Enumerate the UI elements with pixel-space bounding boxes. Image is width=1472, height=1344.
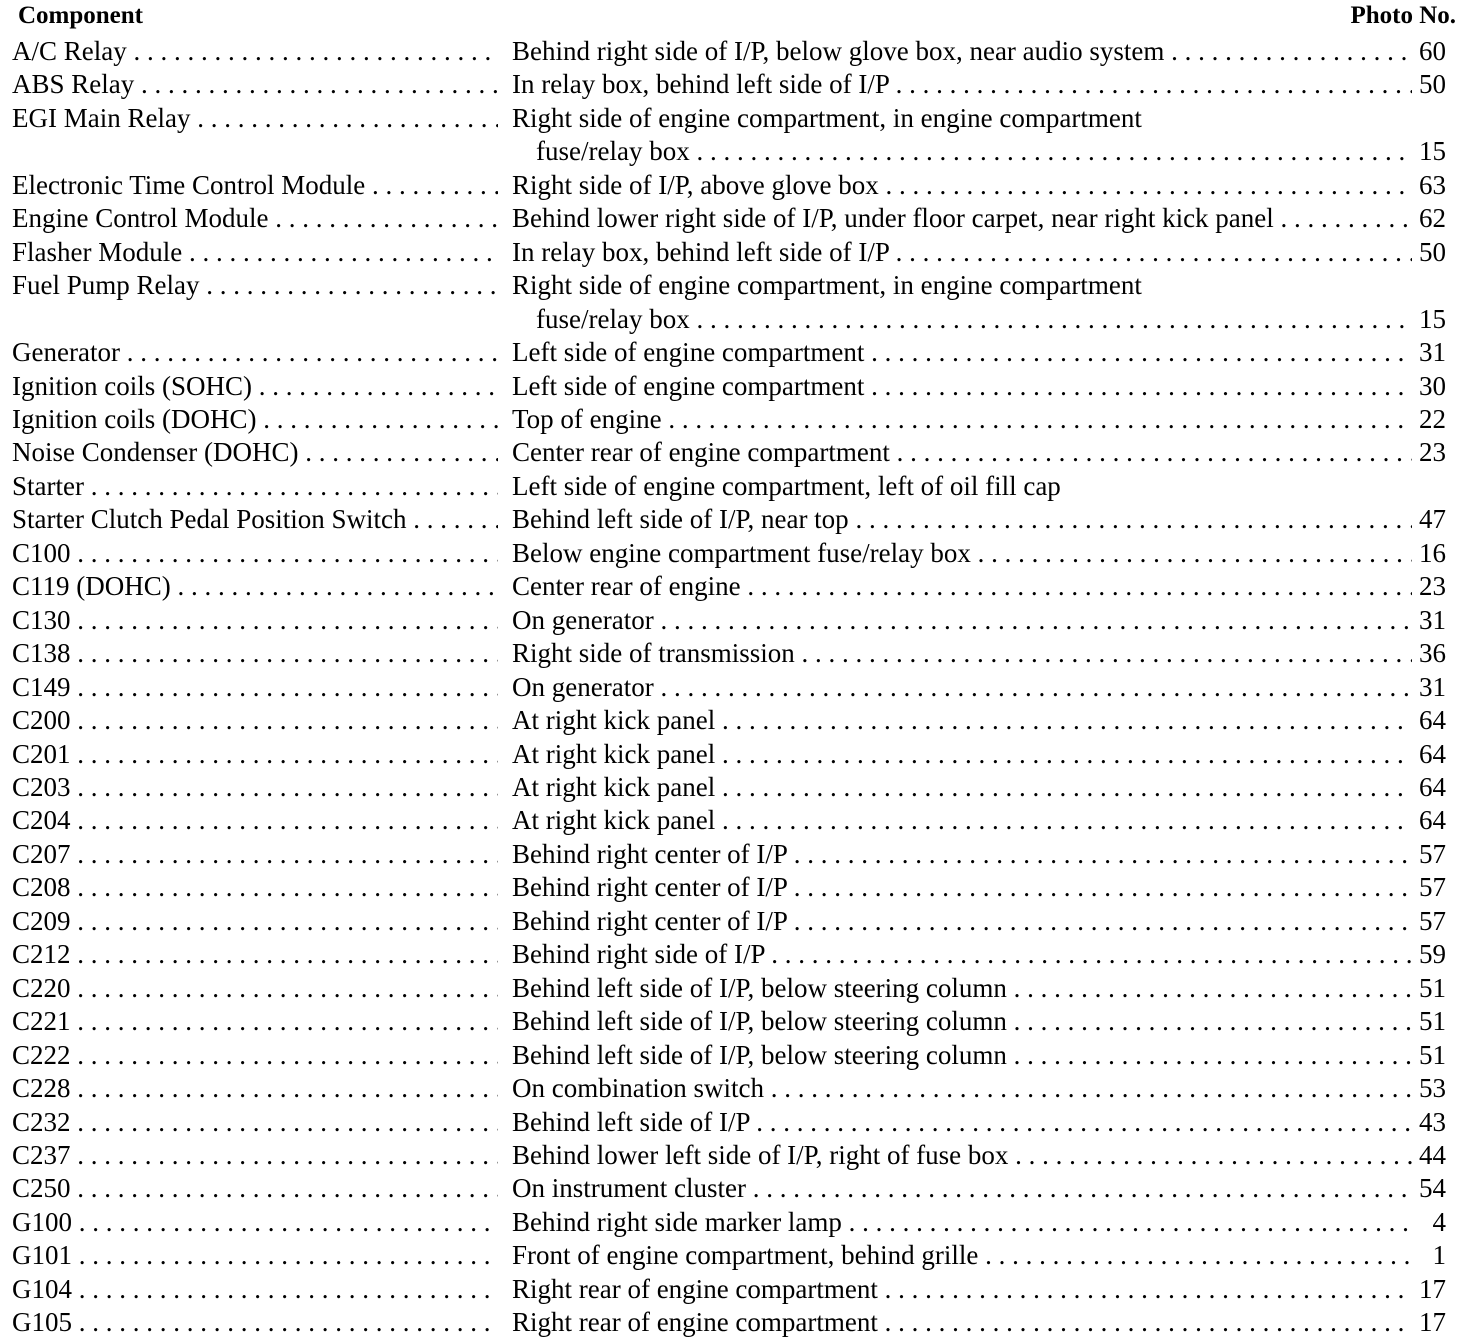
table-row [0, 570, 1472, 603]
location-text: Left side of engine compartment, left of oil fill cap [512, 470, 1061, 501]
table-row [0, 537, 1472, 570]
component-name: G101 . . . [12, 1239, 498, 1272]
location-text: At right kick panel . . . [512, 771, 1444, 804]
table-row [0, 269, 1472, 336]
photo-number: 44 [1412, 1139, 1446, 1172]
photo-number: 50 [1412, 236, 1446, 269]
table-row [0, 35, 1472, 68]
photo-number: 57 [1412, 905, 1446, 938]
table-row [0, 1072, 1472, 1105]
table-row [0, 1172, 1472, 1205]
location-text: Right side of engine compartment, in engine compartment [512, 270, 1142, 301]
location-text: In relay box, behind left side of I/P . . . [512, 236, 1444, 269]
location-text-continued: fuse/relay box . . . [536, 135, 1444, 168]
table-row [0, 671, 1472, 704]
photo-number: 53 [1412, 1072, 1446, 1105]
component-name: G105 . . . [12, 1306, 498, 1339]
component-name: C228 . . . [12, 1072, 498, 1105]
location-text: Center rear of engine . . . [512, 570, 1444, 603]
location-text: Below engine compartment fuse/relay box . . . [512, 537, 1444, 570]
photo-number: 54 [1412, 1172, 1446, 1205]
photo-number-column-header: Photo No. [1350, 2, 1456, 29]
component-name: C237 . . . [12, 1139, 498, 1172]
photo-number: 60 [1412, 35, 1446, 68]
photo-number: 31 [1412, 336, 1446, 369]
location-text: Right rear of engine compartment . . . [512, 1306, 1444, 1339]
photo-number: 16 [1412, 537, 1446, 570]
photo-number: 17 [1412, 1273, 1446, 1306]
photo-number: 64 [1412, 704, 1446, 737]
component-name: Starter . . . [12, 470, 498, 503]
component-name: C119 (DOHC) . . . [12, 570, 498, 603]
location-text: At right kick panel . . . [512, 738, 1444, 771]
component-name: C130 . . . [12, 604, 498, 637]
photo-number: 64 [1412, 804, 1446, 837]
photo-number: 64 [1412, 771, 1446, 804]
table-header [14, 2, 1456, 34]
location-text: At right kick panel . . . [512, 704, 1444, 737]
photo-number: 15 [1412, 135, 1446, 168]
table-row [0, 1106, 1472, 1139]
component-name: C221 . . . [12, 1005, 498, 1038]
photo-number: 23 [1412, 436, 1446, 469]
component-name: C201 . . . [12, 738, 498, 771]
table-row [0, 236, 1472, 269]
photo-number: 17 [1412, 1306, 1446, 1339]
location-text: On generator . . . [512, 604, 1444, 637]
component-name: C200 . . . [12, 704, 498, 737]
table-row [0, 1039, 1472, 1072]
photo-number: 43 [1412, 1106, 1446, 1139]
table-row [0, 905, 1472, 938]
location-text: Behind right center of I/P . . . [512, 838, 1444, 871]
photo-number: 57 [1412, 871, 1446, 904]
component-name: C100 . . . [12, 537, 498, 570]
table-row [0, 68, 1472, 101]
photo-number: 22 [1412, 403, 1446, 436]
location-text: In relay box, behind left side of I/P . . . [512, 68, 1444, 101]
location-text: On generator . . . [512, 671, 1444, 704]
component-name: Engine Control Module . . . [12, 202, 498, 235]
table-row [0, 403, 1472, 436]
location-text: Left side of engine compartment . . . [512, 370, 1444, 403]
table-row [0, 838, 1472, 871]
component-name: C208 . . . [12, 871, 498, 904]
location-text: Center rear of engine compartment . . . [512, 436, 1444, 469]
photo-number: 51 [1412, 1005, 1446, 1038]
location-text: Behind right center of I/P . . . [512, 871, 1444, 904]
photo-number: 50 [1412, 68, 1446, 101]
table-row [0, 202, 1472, 235]
component-name: Flasher Module . . . [12, 236, 498, 269]
location-text: Front of engine compartment, behind grille . . . [512, 1239, 1444, 1272]
component-name: C138 . . . [12, 637, 498, 670]
component-name: ABS Relay . . . [12, 68, 498, 101]
location-text: Behind left side of I/P, below steering column . . . [512, 1039, 1444, 1072]
component-name: A/C Relay . . . [12, 35, 498, 68]
component-name: G100 . . . [12, 1206, 498, 1239]
location-text: Behind lower right side of I/P, under floor carpet, near right kick panel . . . [512, 202, 1444, 235]
table-row [0, 436, 1472, 469]
table-row [0, 972, 1472, 1005]
photo-number: 1 [1412, 1239, 1446, 1272]
component-name: G104 . . . [12, 1273, 498, 1306]
photo-number: 59 [1412, 938, 1446, 971]
table-row [0, 1206, 1472, 1239]
location-text: On combination switch . . . [512, 1072, 1444, 1105]
table-row [0, 1139, 1472, 1172]
photo-number: 31 [1412, 604, 1446, 637]
location-text: Right side of engine compartment, in engine compartment [512, 102, 1142, 133]
location-text-continued: fuse/relay box . . . [536, 303, 1444, 336]
component-name: C212 . . . [12, 938, 498, 971]
location-text: At right kick panel . . . [512, 804, 1444, 837]
location-text: Left side of engine compartment . . . [512, 336, 1444, 369]
location-text: Top of engine . . . [512, 403, 1444, 436]
location-text: Right side of transmission . . . [512, 637, 1444, 670]
component-name: C203 . . . [12, 771, 498, 804]
photo-number: 51 [1412, 972, 1446, 1005]
table-row [0, 604, 1472, 637]
component-name: C209 . . . [12, 905, 498, 938]
photo-number: 47 [1412, 503, 1446, 536]
location-text: Behind left side of I/P . . . [512, 1106, 1444, 1139]
table-row [0, 1239, 1472, 1272]
component-name: Generator . . . [12, 336, 498, 369]
photo-number: 36 [1412, 637, 1446, 670]
component-name: C222 . . . [12, 1039, 498, 1072]
photo-number: 15 [1412, 303, 1446, 336]
table-row [0, 503, 1472, 536]
photo-number: 63 [1412, 169, 1446, 202]
component-column-header: Component [18, 2, 144, 29]
component-name: Fuel Pump Relay . . . [12, 269, 498, 302]
table-row [0, 637, 1472, 670]
location-text: Behind right center of I/P . . . [512, 905, 1444, 938]
photo-number: 51 [1412, 1039, 1446, 1072]
component-name: C149 . . . [12, 671, 498, 704]
table-row [0, 738, 1472, 771]
table-row [0, 1306, 1472, 1339]
location-text: Right side of I/P, above glove box . . . [512, 169, 1444, 202]
table-row [0, 336, 1472, 369]
photo-number: 31 [1412, 671, 1446, 704]
location-text: Behind right side marker lamp . . . [512, 1206, 1444, 1239]
component-name: Ignition coils (DOHC) . . . [12, 403, 498, 436]
photo-number: 4 [1412, 1206, 1446, 1239]
table-row [0, 704, 1472, 737]
photo-number: 57 [1412, 838, 1446, 871]
component-name: C204 . . . [12, 804, 498, 837]
component-name: Ignition coils (SOHC) . . . [12, 370, 498, 403]
table-row [0, 804, 1472, 837]
table-row [0, 1273, 1472, 1306]
component-name: C250 . . . [12, 1172, 498, 1205]
table-row [0, 169, 1472, 202]
table-row [0, 1005, 1472, 1038]
component-name: C232 . . . [12, 1106, 498, 1139]
location-text: Right rear of engine compartment . . . [512, 1273, 1444, 1306]
table-row [0, 771, 1472, 804]
component-name: Starter Clutch Pedal Position Switch . . . [12, 503, 498, 536]
location-text: Behind left side of I/P, below steering column . . . [512, 972, 1444, 1005]
component-name: Electronic Time Control Module . . . [12, 169, 498, 202]
table-row [0, 938, 1472, 971]
component-name: EGI Main Relay . . . [12, 102, 498, 135]
table-row [0, 470, 1472, 503]
table-row [0, 871, 1472, 904]
location-text: Behind right side of I/P . . . [512, 938, 1444, 971]
photo-number: 23 [1412, 570, 1446, 603]
table-row [0, 370, 1472, 403]
component-name: C220 . . . [12, 972, 498, 1005]
photo-number: 62 [1412, 202, 1446, 235]
location-text: Behind left side of I/P, near top . . . [512, 503, 1444, 536]
location-text: On instrument cluster . . . [512, 1172, 1444, 1205]
table-body [0, 35, 1472, 1340]
photo-number: 64 [1412, 738, 1446, 771]
location-text: Behind lower left side of I/P, right of fuse box . . . [512, 1139, 1444, 1172]
table-row [0, 102, 1472, 169]
component-name: C207 . . . [12, 838, 498, 871]
location-text: Behind left side of I/P, below steering column . . . [512, 1005, 1444, 1038]
component-name: Noise Condenser (DOHC) . . . [12, 436, 498, 469]
location-text: Behind right side of I/P, below glove box, near audio system . . . [512, 35, 1444, 68]
photo-number: 30 [1412, 370, 1446, 403]
